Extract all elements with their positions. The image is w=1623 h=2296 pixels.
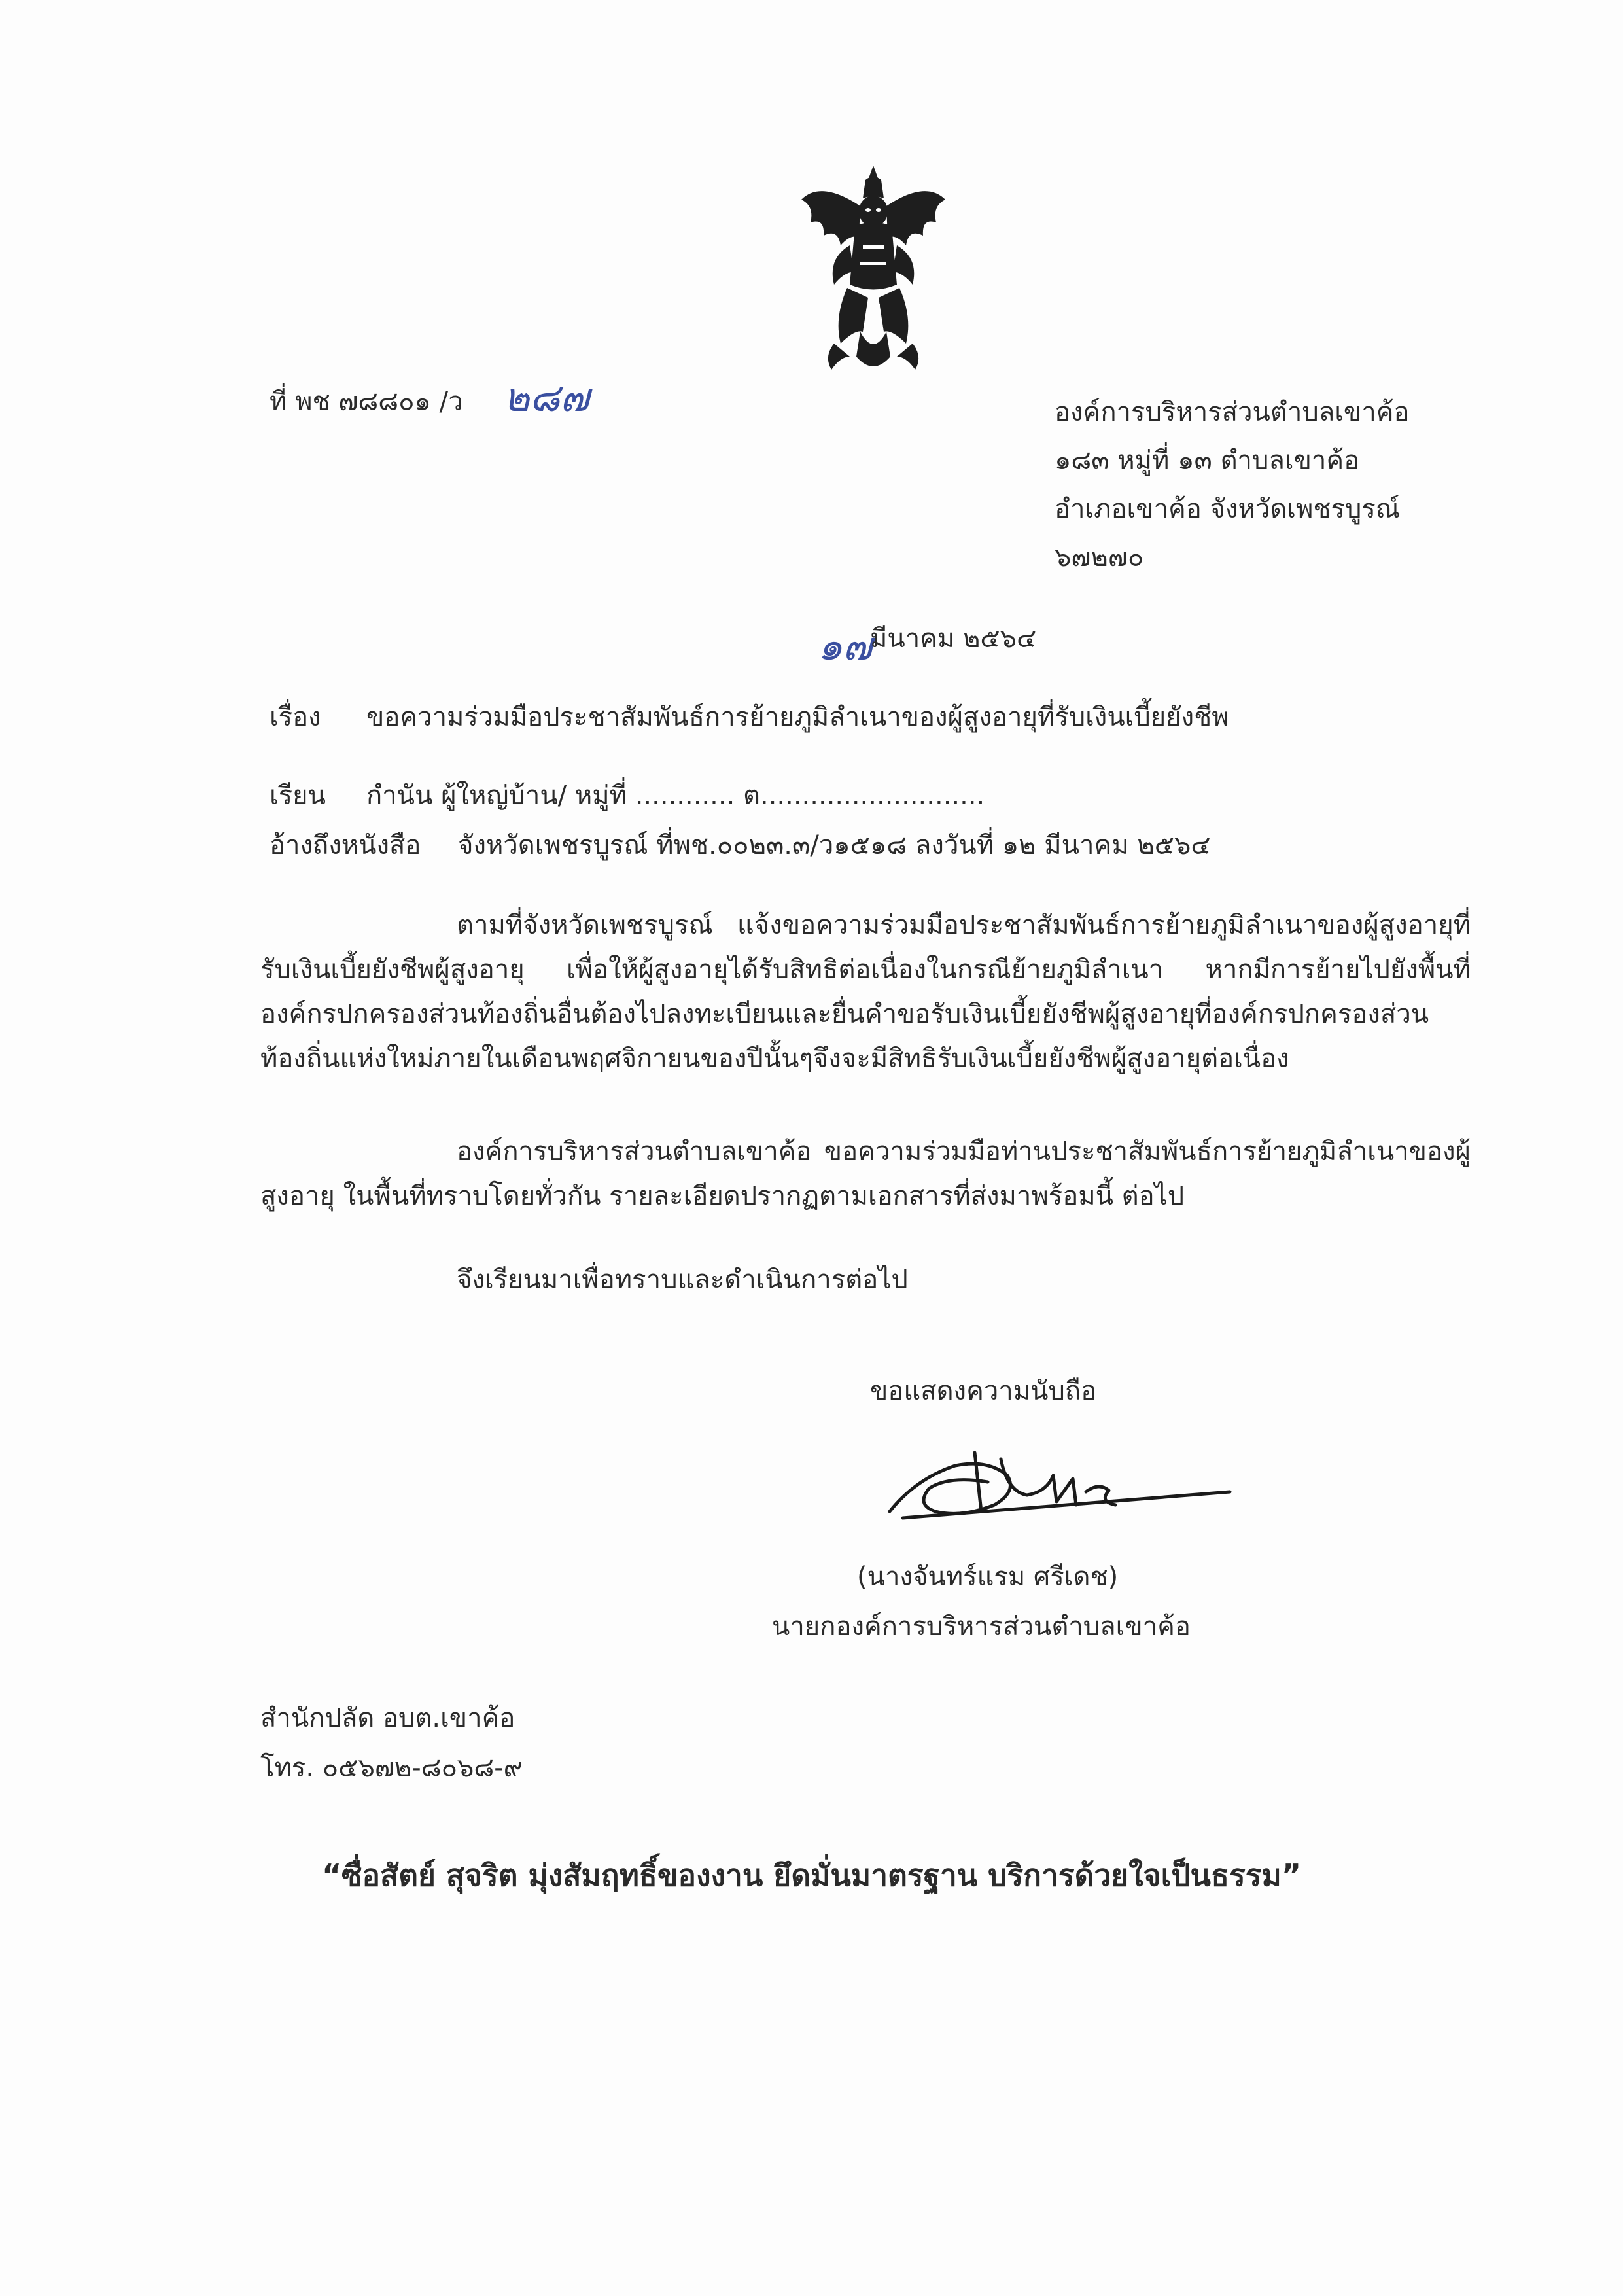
signatory-position: นายกองค์การบริหารส่วนตำบลเขาค้อ [772,1612,1191,1642]
sender-address-line: ๑๘๓ หมู่ที่ ๑๓ ตำบลเขาค้อ [1055,446,1360,476]
subject-label: เรื่อง [270,702,321,732]
doc-number-prefix: ที่ พช ๗๘๘๐๑ /ว [270,387,463,417]
recipient-text: กำนัน ผู้ใหญ่บ้าน/ หมู่ที่ ............ ต........................... [366,781,985,811]
date-month-year: มีนาคม ๒๕๖๔ [870,624,1037,654]
subject-text: ขอความร่วมมือประชาสัมพันธ์การย้ายภูมิลำเนาของผู้สูงอายุที่รับเงินเบี้ยยังชีพ [366,702,1229,732]
sender-postcode: ๖๗๒๗๐ [1055,542,1144,573]
signature-icon [877,1413,1243,1544]
body-paragraph-3 [260,1258,1471,1302]
body-paragraph-2-text: องค์การบริหารส่วนตำบลเขาค้อ ขอความร่วมมือท่านประชาสัมพันธ์การย้ายภูมิลำเนาของผู้สูงอายุ ในพื้นที่ทราบโดยทั่วกัน รายละเอียดปรากฏตามเอกสารที่ส่งมาพร้อมนี้ ต่อไป [260,1137,1471,1211]
recipient-label: เรียน [270,781,326,811]
date-handwritten-day: ๑๗ [818,624,873,669]
sender-district-line: อำเภอเขาค้อ จังหวัดเพชรบูรณ์ [1055,494,1400,524]
body-paragraph-2 [260,1129,1471,1218]
body-paragraph-1 [260,903,1471,1081]
reference-label: อ้างถึงหนังสือ [270,830,421,860]
body-paragraph-3-text: จึงเรียนมาเพื่อทราบและดำเนินการต่อไป [457,1265,908,1295]
sender-org-name: องค์การบริหารส่วนตำบลเขาค้อ [1055,397,1410,427]
contact-phone: โทร. ๐๕๖๗๒-๘๐๖๘-๙ [260,1753,523,1783]
contact-office: สำนักปลัด อบต.เขาค้อ [260,1703,515,1733]
organization-motto: “ซื่อสัตย์ สุจริต มุ่งสัมฤทธิ์ของงาน ยึดมั่นมาตรฐาน บริการด้วยใจเป็นธรรม” [321,1858,1302,1893]
signatory-name: (นางจันทร์แรม ศรีเดช) [857,1562,1119,1592]
doc-number-handwritten: ๒๘๗ [504,375,589,421]
body-paragraph-1-text: ตามที่จังหวัดเพชรบูรณ์ แจ้งขอความร่วมมือประชาสัมพันธ์การย้ายภูมิลำเนาของผู้สูงอายุที่รับเงินเบี้ยยังชีพผู้สูงอายุ เพื่อให้ผู้สูงอายุได้รับสิทธิต่อเนื่องในกรณีย้ายภูมิลำเนา หากมีการย้ายไปยังพื้นที่องค์กรปกครองส่วนท้องถิ่นอื่นต้องไปลงทะเบียนและยื่นคำขอรับเงินเบี้ยยังชีพผู้สูงอายุที่องค์กรปกครองส่วนท้องถิ่นแห่งใหม่ภายในเดือนพฤศจิกายนของปีนั้นๆจึงจะมีสิทธิรับเงินเบี้ยยังชีพผู้สูงอายุต่อเนื่อง [260,910,1471,1074]
closing-regards: ขอแสดงความนับถือ [870,1376,1097,1406]
reference-text: จังหวัดเพชรบูรณ์ ที่พช.๐๐๒๓.๓/ว๑๕๑๘ ลงวันที่ ๑๒ มีนาคม ๒๕๖๔ [458,830,1211,860]
garuda-emblem-icon [795,160,952,386]
